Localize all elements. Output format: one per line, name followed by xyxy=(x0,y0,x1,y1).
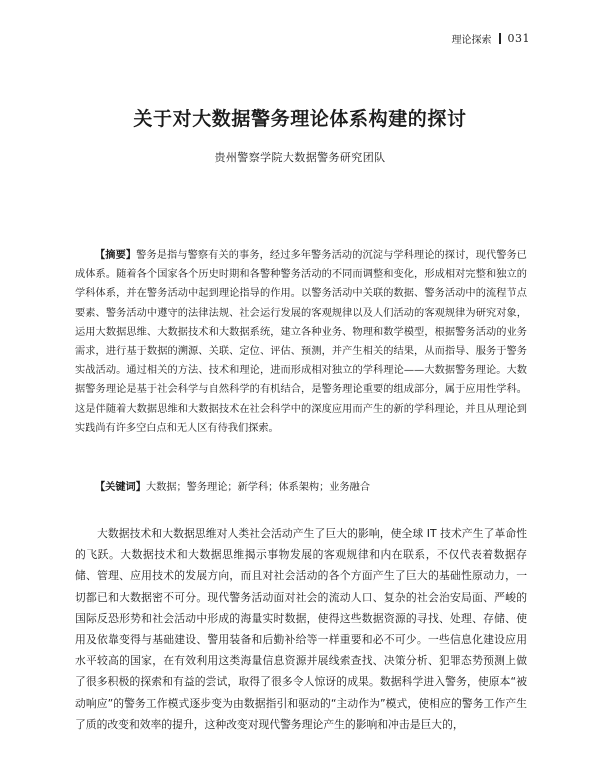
abstract xyxy=(75,246,527,438)
keywords-label: 【关键词】 xyxy=(95,482,146,493)
article-author: 贵州警察学院大数据警务研究团队 xyxy=(214,151,386,164)
running-head xyxy=(452,31,531,46)
page-number: 031 xyxy=(507,32,530,45)
keywords-text: 大数据；警务理论；新学科；体系架构；业务融合 xyxy=(145,482,371,493)
running-head-divider xyxy=(499,33,501,44)
abstract-text: 警务是指与警察有关的事务，经过多年警务活动的沉淀与学科理论的探讨，现代警务已成体系。随着各个国家各个历史时期和各警种警务活动的不同而调整和变化，形成相对完整和独立的学科体系，并在警务活动中起到理论指导的作用。以警务活动中关联的数据、警务活动中的流程节点要素、警务活动中遵守的法律法规、社会运行发展的客观规律以及人们活动的客观规律为研究对象，运用大数据思维、大数据技术和大数据系统，建立各种业务、物理和数学模型，根据警务活动的业务需求，进行基于数据的溯源、关联、定位、评估、预测，并产生相关的结果，从而指导、服务于警务实战活动。通过相关的方法、技术和理论，进而形成相对独立的学科理论——大数据警务理论。大数据警务理论是基于社会科学与自然科学的有机结合，是警务理论重要的组成部分，属于应用性学科。这是伴随着大数据思维和大数据技术在社会科学中的深度应用而产生的新的学科理论，并且从理论到实践尚有许多空白点和无人区有待我们探索。 xyxy=(75,250,527,434)
keywords xyxy=(75,478,527,497)
running-head-section: 理论探索 xyxy=(451,35,492,46)
abstract-label: 【摘要】 xyxy=(95,250,137,261)
body-paragraph: 大数据技术和大数据思维对人类社会活动产生了巨大的影响，使全球 IT 技术产生了革命性的飞跃。大数据技术和大数据思维揭示事物发展的客观规律和内在联系，不仅代表着数据存储、管理、应用技术的发展方向，而且对社会活动的各个方面产生了巨大的基础性原动力，一切都已和大数据密不可分。现代警务活动面对社会的流动人口、复杂的社会治安局面、严峻的国际反恐形势和社会活动中形成的海量实时数据，使得这些数据资源的寻找、处理、存储、使用及依靠变得与基础建设、警用装备和后勤补给等一样重要和必不可少。一些信息化建设应用水平较高的国家，在有效利用这类海量信息资源并展线索查找、决策分析、犯罪态势预测上做了很多积极的探索和有益的尝试，取得了很多令人惊讶的成果。数据科学进入警务，使原本“被动响应”的警务工作模式逐步变为由数据指引和驱动的“主动作为”模式，使相应的警务工作产生了质的改变和效率的提升，这种改变对现代警务理论产生的影响和冲击是巨大的， xyxy=(75,527,527,731)
article-title: 关于对大数据警务理论体系构建的探讨 xyxy=(133,108,467,130)
